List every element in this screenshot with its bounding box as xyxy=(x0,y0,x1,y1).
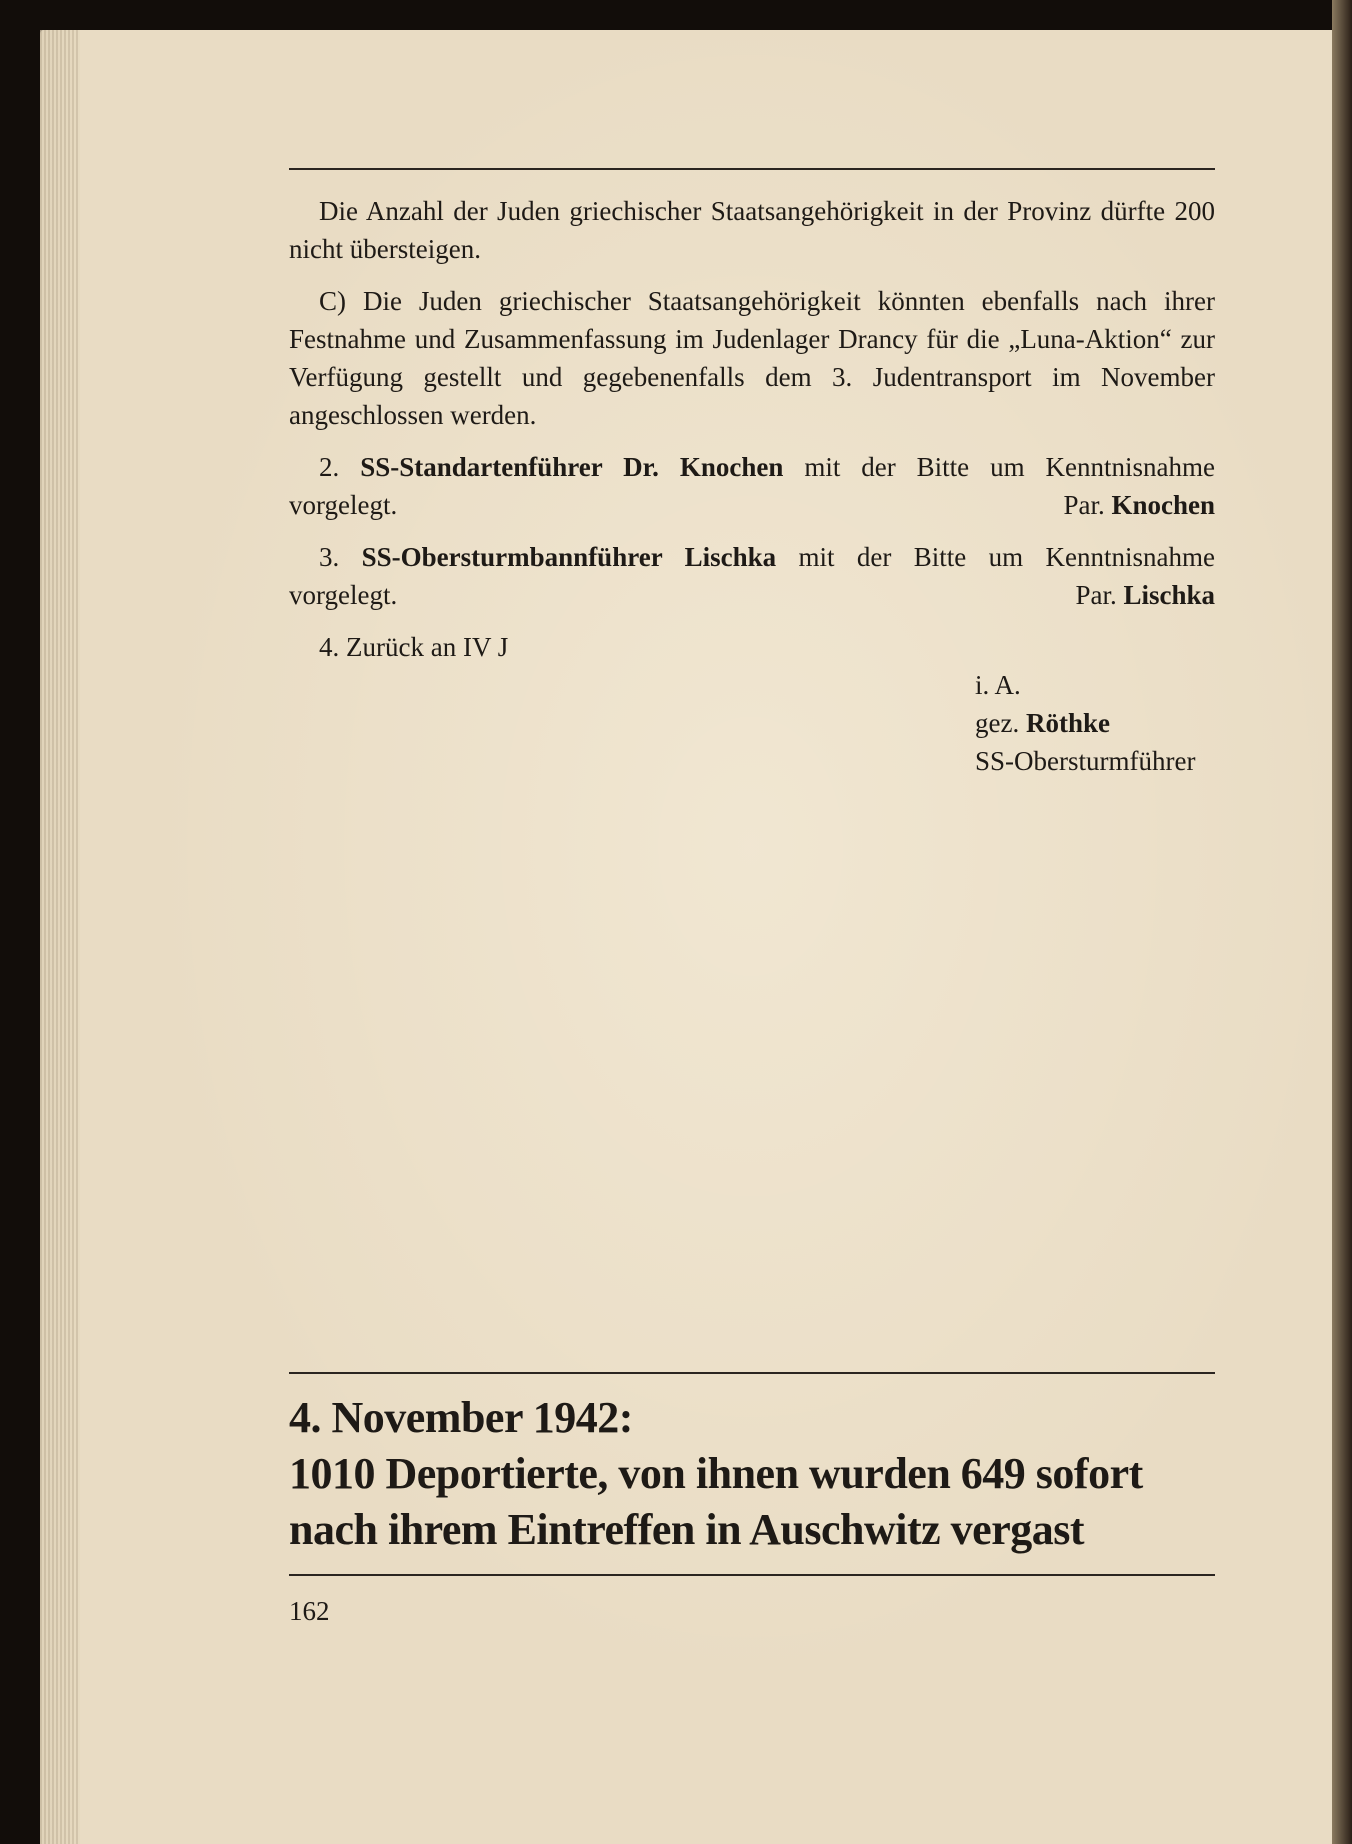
page-number: 162 xyxy=(289,1596,330,1626)
item-3-recipient: SS-Obersturmbannführer Lischka xyxy=(361,542,777,572)
heading-line-2: 1010 Deportierte, von ihnen wurden 649 sofort xyxy=(289,1449,1143,1498)
signature-block xyxy=(975,666,1215,780)
item-2-number: 2. xyxy=(319,452,340,482)
book-gutter xyxy=(1332,0,1352,1844)
paragraph-greek-count: Die Anzahl der Juden griechischer Staatsangehörigkeit in der Provinz dürfte 200 nicht übersteigen. xyxy=(289,196,1215,264)
item-2-par-name: Knochen xyxy=(1111,490,1215,520)
page-edges xyxy=(40,30,80,1844)
item-2-par-label: Par. xyxy=(1063,490,1105,520)
item-3-body: mit der Bitte um Kenntnisnahme vorgelegt. xyxy=(289,542,1215,610)
item-2-paraphe xyxy=(289,486,1215,524)
item-3-paraphe xyxy=(289,576,1215,614)
item-2-body: mit der Bitte um Kenntnisnahme vorgelegt. xyxy=(289,452,1215,520)
signature-rank: SS-Obersturmführer xyxy=(975,746,1196,776)
section-heading xyxy=(289,1390,1215,1558)
top-rule xyxy=(289,168,1215,170)
heading-date: 4. November 1942: xyxy=(289,1393,633,1442)
heading-top-rule xyxy=(289,1372,1215,1374)
item-2-recipient: SS-Standartenführer Dr. Knochen xyxy=(360,452,784,482)
item-2 xyxy=(289,448,1215,524)
signature-name: Röthke xyxy=(1025,708,1110,738)
item-3-par-name: Lischka xyxy=(1123,580,1215,610)
signature-ia: i. A. xyxy=(975,670,1021,700)
signature-gez: gez. xyxy=(975,708,1020,738)
signature-name-line xyxy=(975,704,1215,742)
item-3-par-label: Par. xyxy=(1075,580,1117,610)
heading-line-3: nach ihrem Eintreffen in Auschwitz vergast xyxy=(289,1505,1084,1554)
paragraph-c: C) Die Juden griechischer Staatsangehörigkeit könnten ebenfalls nach ihrer Festnahme und Zusammenfassung im Judenlager Drancy für die „Luna-Aktion“ zur Verfügung gestellt und gegebenenfalls dem 3. Judentransport im November angeschlossen werden. xyxy=(289,286,1215,430)
page-content xyxy=(289,168,1215,1627)
item-3-number: 3. xyxy=(319,542,340,572)
heading-bottom-rule xyxy=(289,1574,1215,1576)
item-3 xyxy=(289,538,1215,614)
item-4: 4. Zurück an IV J xyxy=(319,632,509,662)
